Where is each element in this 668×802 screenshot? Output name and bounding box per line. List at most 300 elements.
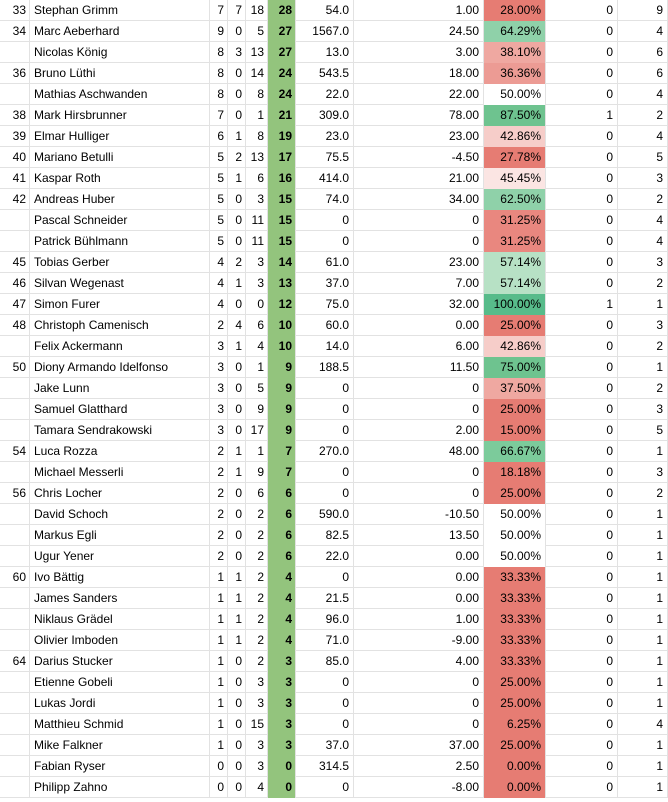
rank-cell[interactable]: 64 xyxy=(0,651,30,672)
col-x-cell[interactable]: 0 xyxy=(546,378,618,399)
value-cell[interactable]: 0 xyxy=(296,714,354,735)
value-cell[interactable]: 590.0 xyxy=(296,504,354,525)
percent-cell[interactable]: 0.00% xyxy=(484,777,546,798)
percent-cell[interactable]: 57.14% xyxy=(484,273,546,294)
col-a-cell[interactable]: 3 xyxy=(210,357,228,378)
col-x-cell[interactable]: 0 xyxy=(546,441,618,462)
difference-cell[interactable]: 21.00 xyxy=(354,168,484,189)
col-x-cell[interactable]: 0 xyxy=(546,609,618,630)
col-b-cell[interactable]: 0 xyxy=(228,546,246,567)
percent-cell[interactable]: 42.86% xyxy=(484,126,546,147)
col-x-cell[interactable]: 0 xyxy=(546,714,618,735)
points-cell[interactable]: 9 xyxy=(268,378,296,399)
col-b-cell[interactable]: 0 xyxy=(228,693,246,714)
difference-cell[interactable]: 34.00 xyxy=(354,189,484,210)
name-cell[interactable]: Michael Messerli xyxy=(30,462,210,483)
percent-cell[interactable]: 27.78% xyxy=(484,147,546,168)
col-b-cell[interactable]: 1 xyxy=(228,630,246,651)
points-cell[interactable]: 10 xyxy=(268,336,296,357)
col-c-cell[interactable]: 3 xyxy=(246,735,268,756)
value-cell[interactable]: 14.0 xyxy=(296,336,354,357)
rank-cell[interactable]: 36 xyxy=(0,63,30,84)
difference-cell[interactable]: 0 xyxy=(354,378,484,399)
col-b-cell[interactable]: 1 xyxy=(228,336,246,357)
name-cell[interactable]: Mariano Betulli xyxy=(30,147,210,168)
col-b-cell[interactable]: 1 xyxy=(228,609,246,630)
name-cell[interactable]: Lukas Jordi xyxy=(30,693,210,714)
col-y-cell[interactable]: 2 xyxy=(618,189,668,210)
points-cell[interactable]: 3 xyxy=(268,672,296,693)
name-cell[interactable]: Ivo Bättig xyxy=(30,567,210,588)
col-x-cell[interactable]: 1 xyxy=(546,105,618,126)
col-b-cell[interactable]: 0 xyxy=(228,189,246,210)
difference-cell[interactable]: 0 xyxy=(354,672,484,693)
col-y-cell[interactable]: 1 xyxy=(618,567,668,588)
points-cell[interactable]: 10 xyxy=(268,315,296,336)
col-b-cell[interactable]: 0 xyxy=(228,231,246,252)
name-cell[interactable]: Felix Ackermann xyxy=(30,336,210,357)
name-cell[interactable]: Samuel Glatthard xyxy=(30,399,210,420)
points-cell[interactable]: 24 xyxy=(268,84,296,105)
value-cell[interactable]: 188.5 xyxy=(296,357,354,378)
difference-cell[interactable]: 37.00 xyxy=(354,735,484,756)
col-y-cell[interactable]: 2 xyxy=(618,105,668,126)
col-x-cell[interactable]: 0 xyxy=(546,336,618,357)
percent-cell[interactable]: 0.00% xyxy=(484,756,546,777)
col-x-cell[interactable]: 0 xyxy=(546,546,618,567)
col-c-cell[interactable]: 9 xyxy=(246,462,268,483)
value-cell[interactable]: 0 xyxy=(296,672,354,693)
name-cell[interactable]: Kaspar Roth xyxy=(30,168,210,189)
col-x-cell[interactable]: 0 xyxy=(546,588,618,609)
percent-cell[interactable]: 36.36% xyxy=(484,63,546,84)
col-a-cell[interactable]: 7 xyxy=(210,0,228,21)
value-cell[interactable]: 13.0 xyxy=(296,42,354,63)
points-cell[interactable]: 4 xyxy=(268,588,296,609)
col-x-cell[interactable]: 0 xyxy=(546,315,618,336)
col-b-cell[interactable]: 0 xyxy=(228,420,246,441)
col-a-cell[interactable]: 2 xyxy=(210,483,228,504)
value-cell[interactable]: 270.0 xyxy=(296,441,354,462)
col-c-cell[interactable]: 2 xyxy=(246,567,268,588)
col-b-cell[interactable]: 0 xyxy=(228,84,246,105)
value-cell[interactable]: 0 xyxy=(296,420,354,441)
col-y-cell[interactable]: 1 xyxy=(618,777,668,798)
col-y-cell[interactable]: 1 xyxy=(618,672,668,693)
value-cell[interactable]: 37.0 xyxy=(296,735,354,756)
difference-cell[interactable]: 0 xyxy=(354,210,484,231)
name-cell[interactable]: Mark Hirsbrunner xyxy=(30,105,210,126)
col-y-cell[interactable]: 5 xyxy=(618,420,668,441)
col-a-cell[interactable]: 4 xyxy=(210,294,228,315)
difference-cell[interactable]: 0 xyxy=(354,399,484,420)
col-a-cell[interactable]: 3 xyxy=(210,399,228,420)
rank-cell[interactable] xyxy=(0,399,30,420)
name-cell[interactable]: Luca Rozza xyxy=(30,441,210,462)
col-c-cell[interactable]: 6 xyxy=(246,168,268,189)
rank-cell[interactable] xyxy=(0,672,30,693)
col-a-cell[interactable]: 1 xyxy=(210,588,228,609)
col-a-cell[interactable]: 9 xyxy=(210,21,228,42)
percent-cell[interactable]: 33.33% xyxy=(484,567,546,588)
value-cell[interactable]: 61.0 xyxy=(296,252,354,273)
percent-cell[interactable]: 33.33% xyxy=(484,651,546,672)
points-cell[interactable]: 3 xyxy=(268,651,296,672)
value-cell[interactable]: 96.0 xyxy=(296,609,354,630)
name-cell[interactable]: Nicolas König xyxy=(30,42,210,63)
difference-cell[interactable]: 2.00 xyxy=(354,420,484,441)
name-cell[interactable]: Silvan Wegenast xyxy=(30,273,210,294)
percent-cell[interactable]: 33.33% xyxy=(484,588,546,609)
percent-cell[interactable]: 15.00% xyxy=(484,420,546,441)
col-a-cell[interactable]: 6 xyxy=(210,126,228,147)
points-cell[interactable]: 14 xyxy=(268,252,296,273)
col-b-cell[interactable]: 2 xyxy=(228,147,246,168)
col-a-cell[interactable]: 2 xyxy=(210,504,228,525)
col-a-cell[interactable]: 5 xyxy=(210,210,228,231)
rank-cell[interactable] xyxy=(0,42,30,63)
points-cell[interactable]: 6 xyxy=(268,546,296,567)
name-cell[interactable]: Ugur Yener xyxy=(30,546,210,567)
col-b-cell[interactable]: 0 xyxy=(228,105,246,126)
points-cell[interactable]: 27 xyxy=(268,42,296,63)
col-b-cell[interactable]: 7 xyxy=(228,0,246,21)
col-b-cell[interactable]: 0 xyxy=(228,210,246,231)
col-y-cell[interactable]: 5 xyxy=(618,147,668,168)
col-x-cell[interactable]: 0 xyxy=(546,273,618,294)
rank-cell[interactable] xyxy=(0,693,30,714)
col-y-cell[interactable]: 1 xyxy=(618,588,668,609)
col-x-cell[interactable]: 0 xyxy=(546,420,618,441)
col-c-cell[interactable]: 2 xyxy=(246,630,268,651)
points-cell[interactable]: 4 xyxy=(268,609,296,630)
col-x-cell[interactable]: 0 xyxy=(546,252,618,273)
col-y-cell[interactable]: 1 xyxy=(618,357,668,378)
percent-cell[interactable]: 57.14% xyxy=(484,252,546,273)
col-y-cell[interactable]: 1 xyxy=(618,546,668,567)
value-cell[interactable]: 0 xyxy=(296,567,354,588)
name-cell[interactable]: Matthieu Schmid xyxy=(30,714,210,735)
col-x-cell[interactable]: 0 xyxy=(546,672,618,693)
col-b-cell[interactable]: 0 xyxy=(228,672,246,693)
col-y-cell[interactable]: 1 xyxy=(618,735,668,756)
col-c-cell[interactable]: 8 xyxy=(246,126,268,147)
col-y-cell[interactable]: 6 xyxy=(618,63,668,84)
percent-cell[interactable]: 38.10% xyxy=(484,42,546,63)
col-c-cell[interactable]: 1 xyxy=(246,105,268,126)
col-x-cell[interactable]: 0 xyxy=(546,483,618,504)
rank-cell[interactable]: 60 xyxy=(0,567,30,588)
percent-cell[interactable]: 25.00% xyxy=(484,735,546,756)
col-a-cell[interactable]: 1 xyxy=(210,735,228,756)
percent-cell[interactable]: 50.00% xyxy=(484,84,546,105)
col-a-cell[interactable]: 1 xyxy=(210,651,228,672)
rank-cell[interactable]: 54 xyxy=(0,441,30,462)
col-a-cell[interactable]: 1 xyxy=(210,714,228,735)
col-y-cell[interactable]: 3 xyxy=(618,399,668,420)
col-c-cell[interactable]: 8 xyxy=(246,84,268,105)
col-b-cell[interactable]: 0 xyxy=(228,504,246,525)
name-cell[interactable]: Christoph Camenisch xyxy=(30,315,210,336)
col-x-cell[interactable]: 0 xyxy=(546,168,618,189)
rank-cell[interactable] xyxy=(0,231,30,252)
col-c-cell[interactable]: 4 xyxy=(246,777,268,798)
rank-cell[interactable] xyxy=(0,546,30,567)
col-c-cell[interactable]: 2 xyxy=(246,588,268,609)
difference-cell[interactable]: 78.00 xyxy=(354,105,484,126)
col-c-cell[interactable]: 2 xyxy=(246,504,268,525)
difference-cell[interactable]: 6.00 xyxy=(354,336,484,357)
percent-cell[interactable]: 28.00% xyxy=(484,0,546,21)
difference-cell[interactable]: 0.00 xyxy=(354,588,484,609)
col-a-cell[interactable]: 5 xyxy=(210,231,228,252)
rank-cell[interactable] xyxy=(0,525,30,546)
rank-cell[interactable]: 33 xyxy=(0,0,30,21)
col-b-cell[interactable]: 3 xyxy=(228,42,246,63)
difference-cell[interactable]: -4.50 xyxy=(354,147,484,168)
col-c-cell[interactable]: 3 xyxy=(246,756,268,777)
rank-cell[interactable]: 45 xyxy=(0,252,30,273)
points-cell[interactable]: 4 xyxy=(268,567,296,588)
points-cell[interactable]: 21 xyxy=(268,105,296,126)
col-x-cell[interactable]: 0 xyxy=(546,42,618,63)
col-y-cell[interactable]: 2 xyxy=(618,378,668,399)
col-c-cell[interactable]: 4 xyxy=(246,336,268,357)
col-c-cell[interactable]: 11 xyxy=(246,210,268,231)
percent-cell[interactable]: 37.50% xyxy=(484,378,546,399)
rank-cell[interactable]: 41 xyxy=(0,168,30,189)
rank-cell[interactable]: 40 xyxy=(0,147,30,168)
points-cell[interactable]: 7 xyxy=(268,441,296,462)
name-cell[interactable]: Bruno Lüthi xyxy=(30,63,210,84)
col-c-cell[interactable]: 3 xyxy=(246,273,268,294)
col-a-cell[interactable]: 2 xyxy=(210,462,228,483)
percent-cell[interactable]: 33.33% xyxy=(484,609,546,630)
percent-cell[interactable]: 87.50% xyxy=(484,105,546,126)
percent-cell[interactable]: 25.00% xyxy=(484,483,546,504)
col-b-cell[interactable]: 0 xyxy=(228,714,246,735)
col-a-cell[interactable]: 2 xyxy=(210,546,228,567)
difference-cell[interactable]: 23.00 xyxy=(354,126,484,147)
name-cell[interactable]: Fabian Ryser xyxy=(30,756,210,777)
col-y-cell[interactable]: 3 xyxy=(618,462,668,483)
rank-cell[interactable] xyxy=(0,84,30,105)
rank-cell[interactable] xyxy=(0,714,30,735)
points-cell[interactable]: 9 xyxy=(268,357,296,378)
col-c-cell[interactable]: 3 xyxy=(246,189,268,210)
col-a-cell[interactable]: 1 xyxy=(210,693,228,714)
col-x-cell[interactable]: 1 xyxy=(546,294,618,315)
rank-cell[interactable]: 38 xyxy=(0,105,30,126)
points-cell[interactable]: 16 xyxy=(268,168,296,189)
points-cell[interactable]: 19 xyxy=(268,126,296,147)
difference-cell[interactable]: 0 xyxy=(354,462,484,483)
col-a-cell[interactable]: 3 xyxy=(210,336,228,357)
points-cell[interactable]: 15 xyxy=(268,189,296,210)
col-y-cell[interactable]: 1 xyxy=(618,630,668,651)
name-cell[interactable]: Tobias Gerber xyxy=(30,252,210,273)
rank-cell[interactable]: 56 xyxy=(0,483,30,504)
name-cell[interactable]: Olivier Imboden xyxy=(30,630,210,651)
value-cell[interactable]: 71.0 xyxy=(296,630,354,651)
difference-cell[interactable]: 0.00 xyxy=(354,567,484,588)
value-cell[interactable]: 60.0 xyxy=(296,315,354,336)
name-cell[interactable]: Stephan Grimm xyxy=(30,0,210,21)
col-a-cell[interactable]: 1 xyxy=(210,609,228,630)
difference-cell[interactable]: 22.00 xyxy=(354,84,484,105)
value-cell[interactable]: 309.0 xyxy=(296,105,354,126)
col-b-cell[interactable]: 1 xyxy=(228,462,246,483)
col-x-cell[interactable]: 0 xyxy=(546,210,618,231)
col-a-cell[interactable]: 1 xyxy=(210,567,228,588)
col-b-cell[interactable]: 4 xyxy=(228,315,246,336)
difference-cell[interactable]: 0 xyxy=(354,693,484,714)
name-cell[interactable]: David Schoch xyxy=(30,504,210,525)
col-c-cell[interactable]: 2 xyxy=(246,525,268,546)
col-c-cell[interactable]: 11 xyxy=(246,231,268,252)
rank-cell[interactable] xyxy=(0,588,30,609)
col-x-cell[interactable]: 0 xyxy=(546,21,618,42)
difference-cell[interactable]: 11.50 xyxy=(354,357,484,378)
col-c-cell[interactable]: 0 xyxy=(246,294,268,315)
points-cell[interactable]: 4 xyxy=(268,630,296,651)
value-cell[interactable]: 0 xyxy=(296,483,354,504)
value-cell[interactable]: 0 xyxy=(296,231,354,252)
col-b-cell[interactable]: 0 xyxy=(228,21,246,42)
col-a-cell[interactable]: 8 xyxy=(210,63,228,84)
points-cell[interactable]: 6 xyxy=(268,483,296,504)
col-c-cell[interactable]: 2 xyxy=(246,651,268,672)
percent-cell[interactable]: 66.67% xyxy=(484,441,546,462)
col-x-cell[interactable]: 0 xyxy=(546,399,618,420)
col-b-cell[interactable]: 0 xyxy=(228,294,246,315)
percent-cell[interactable]: 25.00% xyxy=(484,672,546,693)
percent-cell[interactable]: 25.00% xyxy=(484,315,546,336)
difference-cell[interactable]: 24.50 xyxy=(354,21,484,42)
percent-cell[interactable]: 45.45% xyxy=(484,168,546,189)
difference-cell[interactable]: 32.00 xyxy=(354,294,484,315)
col-a-cell[interactable]: 5 xyxy=(210,168,228,189)
points-cell[interactable]: 17 xyxy=(268,147,296,168)
percent-cell[interactable]: 25.00% xyxy=(484,693,546,714)
percent-cell[interactable]: 42.86% xyxy=(484,336,546,357)
col-a-cell[interactable]: 2 xyxy=(210,525,228,546)
col-a-cell[interactable]: 1 xyxy=(210,672,228,693)
col-x-cell[interactable]: 0 xyxy=(546,630,618,651)
points-cell[interactable]: 6 xyxy=(268,504,296,525)
col-b-cell[interactable]: 1 xyxy=(228,441,246,462)
percent-cell[interactable]: 18.18% xyxy=(484,462,546,483)
col-c-cell[interactable]: 6 xyxy=(246,315,268,336)
difference-cell[interactable]: 23.00 xyxy=(354,252,484,273)
value-cell[interactable]: 54.0 xyxy=(296,0,354,21)
rank-cell[interactable]: 46 xyxy=(0,273,30,294)
col-b-cell[interactable]: 0 xyxy=(228,651,246,672)
col-x-cell[interactable]: 0 xyxy=(546,462,618,483)
points-cell[interactable]: 3 xyxy=(268,735,296,756)
rank-cell[interactable]: 34 xyxy=(0,21,30,42)
col-c-cell[interactable]: 1 xyxy=(246,357,268,378)
percent-cell[interactable]: 75.00% xyxy=(484,357,546,378)
points-cell[interactable]: 15 xyxy=(268,210,296,231)
col-a-cell[interactable]: 0 xyxy=(210,777,228,798)
rank-cell[interactable] xyxy=(0,609,30,630)
col-b-cell[interactable]: 0 xyxy=(228,756,246,777)
difference-cell[interactable]: -9.00 xyxy=(354,630,484,651)
col-y-cell[interactable]: 4 xyxy=(618,231,668,252)
rank-cell[interactable] xyxy=(0,504,30,525)
points-cell[interactable]: 9 xyxy=(268,399,296,420)
difference-cell[interactable]: 0 xyxy=(354,231,484,252)
col-y-cell[interactable]: 1 xyxy=(618,651,668,672)
col-y-cell[interactable]: 4 xyxy=(618,126,668,147)
col-a-cell[interactable]: 0 xyxy=(210,756,228,777)
col-x-cell[interactable]: 0 xyxy=(546,651,618,672)
name-cell[interactable]: Andreas Huber xyxy=(30,189,210,210)
points-cell[interactable]: 15 xyxy=(268,231,296,252)
difference-cell[interactable]: -8.00 xyxy=(354,777,484,798)
points-cell[interactable]: 7 xyxy=(268,462,296,483)
col-b-cell[interactable]: 0 xyxy=(228,525,246,546)
col-x-cell[interactable]: 0 xyxy=(546,504,618,525)
name-cell[interactable]: Pascal Schneider xyxy=(30,210,210,231)
rank-cell[interactable]: 39 xyxy=(0,126,30,147)
name-cell[interactable]: Jake Lunn xyxy=(30,378,210,399)
value-cell[interactable]: 22.0 xyxy=(296,546,354,567)
col-x-cell[interactable]: 0 xyxy=(546,0,618,21)
difference-cell[interactable]: 0.00 xyxy=(354,315,484,336)
rank-cell[interactable] xyxy=(0,756,30,777)
col-x-cell[interactable]: 0 xyxy=(546,357,618,378)
col-y-cell[interactable]: 1 xyxy=(618,609,668,630)
col-b-cell[interactable]: 1 xyxy=(228,126,246,147)
rank-cell[interactable]: 48 xyxy=(0,315,30,336)
col-c-cell[interactable]: 13 xyxy=(246,42,268,63)
percent-cell[interactable]: 62.50% xyxy=(484,189,546,210)
col-c-cell[interactable]: 17 xyxy=(246,420,268,441)
name-cell[interactable]: Philipp Zahno xyxy=(30,777,210,798)
col-c-cell[interactable]: 5 xyxy=(246,21,268,42)
col-b-cell[interactable]: 0 xyxy=(228,63,246,84)
col-a-cell[interactable]: 2 xyxy=(210,315,228,336)
percent-cell[interactable]: 31.25% xyxy=(484,210,546,231)
difference-cell[interactable]: 0 xyxy=(354,714,484,735)
value-cell[interactable]: 85.0 xyxy=(296,651,354,672)
value-cell[interactable]: 22.0 xyxy=(296,84,354,105)
value-cell[interactable]: 543.5 xyxy=(296,63,354,84)
col-c-cell[interactable]: 15 xyxy=(246,714,268,735)
col-x-cell[interactable]: 0 xyxy=(546,777,618,798)
name-cell[interactable]: Darius Stucker xyxy=(30,651,210,672)
rank-cell[interactable] xyxy=(0,735,30,756)
col-y-cell[interactable]: 3 xyxy=(618,168,668,189)
col-a-cell[interactable]: 8 xyxy=(210,84,228,105)
rank-cell[interactable] xyxy=(0,420,30,441)
col-x-cell[interactable]: 0 xyxy=(546,84,618,105)
percent-cell[interactable]: 31.25% xyxy=(484,231,546,252)
col-b-cell[interactable]: 1 xyxy=(228,588,246,609)
col-c-cell[interactable]: 3 xyxy=(246,252,268,273)
col-y-cell[interactable]: 1 xyxy=(618,756,668,777)
col-b-cell[interactable]: 0 xyxy=(228,378,246,399)
value-cell[interactable]: 82.5 xyxy=(296,525,354,546)
value-cell[interactable]: 74.0 xyxy=(296,189,354,210)
col-c-cell[interactable]: 1 xyxy=(246,441,268,462)
name-cell[interactable]: Mike Falkner xyxy=(30,735,210,756)
col-a-cell[interactable]: 4 xyxy=(210,273,228,294)
col-c-cell[interactable]: 9 xyxy=(246,399,268,420)
points-cell[interactable]: 6 xyxy=(268,525,296,546)
